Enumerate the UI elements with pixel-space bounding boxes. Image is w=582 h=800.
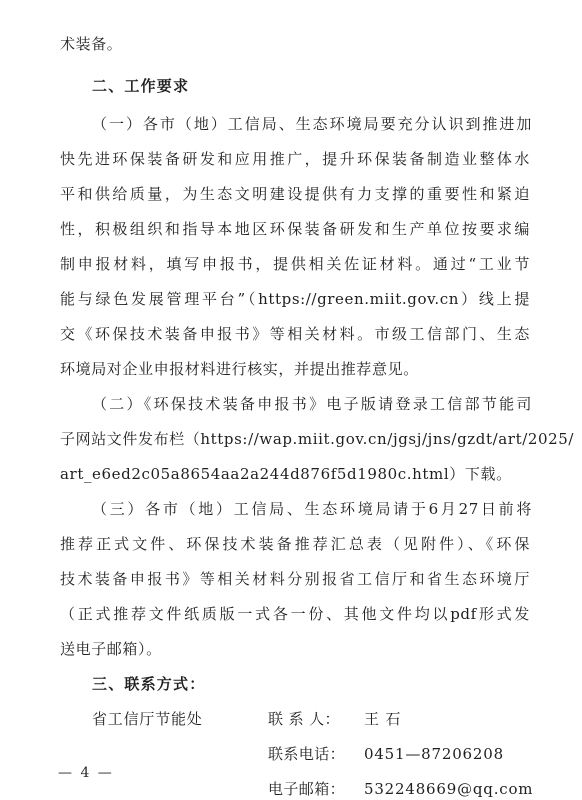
paragraph-line: （一）各市（地）工信局、生态环境局要充分认识到推进加 bbox=[92, 115, 532, 133]
contact-email-row bbox=[268, 779, 533, 799]
paragraph-line: 能与绿色发展管理平台”（https://green.miit.gov.cn）线上提 bbox=[60, 290, 530, 308]
contact-department: 省工信厅节能处 bbox=[92, 710, 203, 728]
contact-email-label: 电子邮箱： bbox=[268, 780, 346, 798]
contact-person-row bbox=[268, 709, 401, 729]
paragraph-line: 推荐正式文件、环保技术装备推荐汇总表（见附件）、《环保 bbox=[60, 535, 530, 553]
paragraph-line: 交《环保技术装备申报书》等相关材料。市级工信部门、生态 bbox=[60, 325, 530, 343]
paragraph-line: （正式推荐文件纸质版一式各一份、其他文件均以pdf形式发 bbox=[60, 605, 530, 623]
paragraph-line: 送电子邮箱）。 bbox=[60, 640, 162, 658]
paragraph-line-url: art_e6ed2c05a8654aa2a244d876f5d1980c.html）下载。 bbox=[60, 465, 512, 483]
paragraph-line: （三）各市（地）工信局、生态环境局请于6月27日前将 bbox=[92, 500, 532, 518]
paragraph-line-url: 子网站文件发布栏（https://wap.miit.gov.cn/jgsj/jns/gzdt/art/2025/ bbox=[60, 430, 575, 448]
paragraph-line: 环境局对企业申报材料进行核实，并提出推荐意见。 bbox=[60, 360, 419, 378]
contact-phone-row bbox=[268, 744, 504, 764]
contact-person-label: 联 系 人： bbox=[268, 710, 340, 728]
paragraph-line: 平和供给质量，为生态文明建设提供有力支撑的重要性和紧迫 bbox=[60, 185, 530, 203]
paragraph-line: 性，积极组织和指导本地区环保装备研发和生产单位按要求编 bbox=[60, 220, 530, 238]
paragraph-line: 技术装备申报书》等相关材料分别报省工信厅和省生态环境厅 bbox=[60, 570, 530, 588]
paragraph-line: 快先进环保装备研发和应用推广，提升环保装备制造业整体水 bbox=[60, 150, 530, 168]
paragraph-line: （二）《环保技术装备申报书》电子版请登录工信部节能司 bbox=[92, 395, 532, 413]
contact-person-value: 王 石 bbox=[364, 710, 402, 728]
section-heading-work-requirements: 二、工作要求 bbox=[92, 77, 190, 95]
paragraph-line: 制申报材料，填写申报书，提供相关佐证材料。通过“工业节 bbox=[60, 255, 530, 273]
continued-text: 术装备。 bbox=[60, 35, 123, 53]
page-number: — 4 — bbox=[58, 765, 114, 781]
contact-phone-label: 联系电话： bbox=[268, 745, 346, 763]
section-heading-contact: 三、联系方式： bbox=[92, 675, 206, 693]
contact-email-value: 532248669@qq.com bbox=[364, 780, 534, 798]
contact-phone-value: 0451—87206208 bbox=[364, 745, 504, 763]
